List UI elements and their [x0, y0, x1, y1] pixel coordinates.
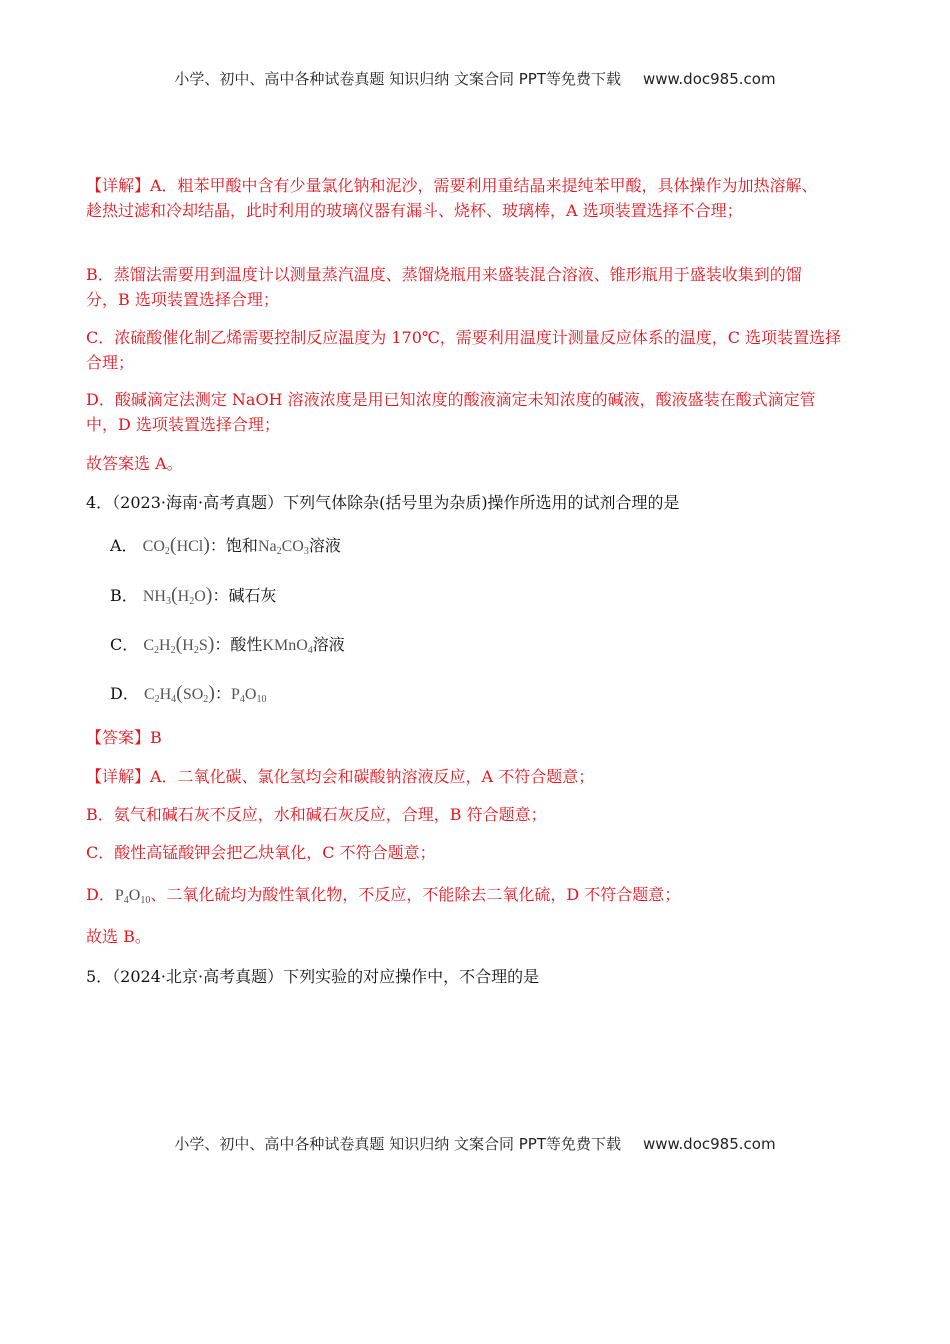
- q3-detail-b-line2: 分，B 选项装置选择合理；: [86, 290, 279, 309]
- q3-detail-c-line1: C．浓硫酸催化制乙烯需要控制反应温度为 170℃，需要利用温度计测量反应体系的温度，C 选项装置选择: [86, 328, 842, 347]
- header-site-link[interactable]: www.doc985.com: [642, 70, 776, 88]
- q4-detail-c: C．酸性高锰酸钾会把乙炔氧化，C 不符合题意；: [86, 843, 436, 862]
- footer-site-link[interactable]: www.doc985.com: [642, 1135, 776, 1153]
- option-reagent: 碱石灰: [228, 586, 277, 605]
- q4-option-d: [110, 680, 266, 713]
- option-label: D．: [110, 684, 139, 703]
- q3-detail-d-line1: D．酸碱滴定法测定 NaOH 溶液浓度是用已知浓度的酸液滴定未知浓度的碱液，酸液盛装在酸式滴定管: [86, 390, 816, 409]
- option-label: C．: [110, 635, 139, 654]
- option-sep: ：: [212, 586, 229, 605]
- page-header: [0, 68, 950, 89]
- q5-stem: 5．（2024·北京·高考真题）下列实验的对应操作中，不合理的是: [86, 967, 540, 986]
- q3-detail-c-line2: 合理；: [86, 353, 135, 372]
- option-gas-formula: $C_2H_2(H_2S)$: [143, 633, 215, 656]
- page-footer: [0, 1133, 950, 1154]
- q4-detail-b: B．氨气和碱石灰不反应，水和碱石灰反应，合理，B 符合题意；: [86, 805, 547, 824]
- q4-option-b: [110, 582, 276, 615]
- q3-detail-a-line1: 【详解】A．粗苯甲酸中含有少量氯化钠和泥沙，需要利用重结晶来提纯苯甲酸，具体操作为加热溶解、: [86, 176, 818, 195]
- q4-detail-d: D．$P_4O_{10}$、二氧化硫均为酸性氧化物，不反应，不能除去二氧化硫，D 不符合题意；: [86, 885, 681, 906]
- q4-stem: 4．（2023·海南·高考真题）下列气体除杂(括号里为杂质)操作所选用的试剂合理的是: [86, 493, 680, 512]
- q3-detail-d-line2: 中，D 选项装置选择合理；: [86, 415, 280, 434]
- q3-conclusion: 故答案选 A。: [86, 454, 183, 473]
- footer-text: 小学、初中、高中各种试卷真题 知识归纳 文案合同 PPT等免费下载: [174, 1135, 621, 1153]
- option-sep: ：: [214, 635, 231, 654]
- option-reagent-formula: $P_4O_{10}$: [230, 686, 267, 705]
- q4-option-c: C． $C_2H_2(H_2S)$：酸性KMnO$_4$溶液: [110, 633, 345, 656]
- option-gas-formula: $C_2H_4(SO_2)$: [143, 682, 215, 705]
- q4-conclusion: 故选 B。: [86, 927, 151, 946]
- q4-option-a: A． $CO_2(HCl)$：饱和$Na_2CO_3$溶液: [110, 534, 341, 557]
- option-sep: ：: [209, 536, 226, 555]
- detail-d-formula: $P_4O_{10}$: [114, 887, 151, 906]
- q4-answer: 【答案】B: [86, 728, 162, 747]
- option-gas-formula: $CO_2(HCl)$: [142, 534, 210, 557]
- q4-detail-a: 【详解】A．二氧化碳、氯化氢均会和碳酸钠溶液反应，A 不符合题意；: [86, 767, 595, 786]
- q3-detail-b-line1: B．蒸馏法需要用到温度计以测量蒸汽温度、蒸馏烧瓶用来盛装混合溶液、锥形瓶用于盛装收集到的馏: [86, 265, 802, 284]
- option-sep: ：: [214, 684, 231, 703]
- header-text: 小学、初中、高中各种试卷真题 知识归纳 文案合同 PPT等免费下载: [174, 70, 621, 88]
- option-label: B．: [110, 586, 138, 605]
- option-reagent-formula: $Na_2CO_3$: [257, 538, 309, 557]
- option-gas-formula: $NH_3(H_2O)$: [142, 584, 213, 607]
- q3-detail-a-line2: 趁热过滤和冷却结晶，此时利用的玻璃仪器有漏斗、烧杯、玻璃棒，A 选项装置选择不合理；: [86, 201, 743, 220]
- option-label: A．: [110, 536, 138, 555]
- option-reagent-formula: KMnO$_4$: [262, 637, 313, 656]
